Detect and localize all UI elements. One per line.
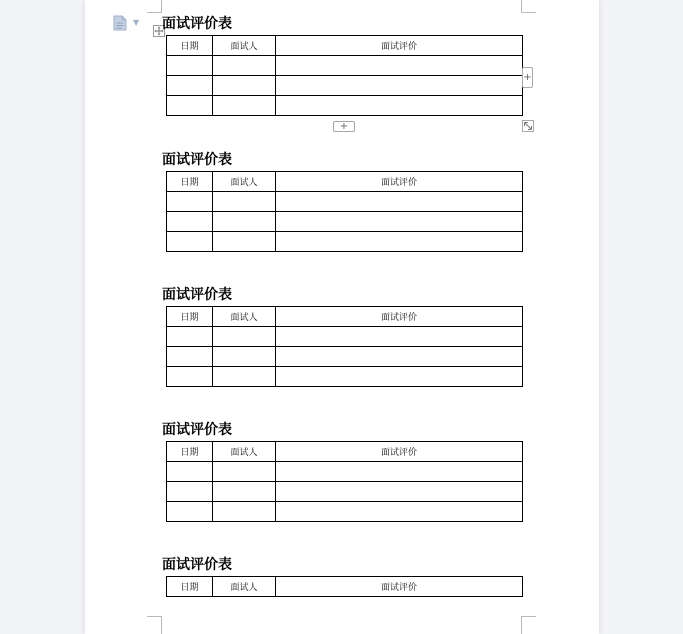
table-header-cell[interactable]: 面试人: [213, 307, 276, 327]
table-cell[interactable]: [276, 232, 523, 252]
table-row: [167, 482, 523, 502]
table-cell[interactable]: [213, 212, 276, 232]
table-row: [167, 76, 523, 96]
table-cell[interactable]: [276, 96, 523, 116]
table-cell[interactable]: [276, 192, 523, 212]
table-row: [167, 462, 523, 482]
page-corner-top-left: [147, 0, 162, 13]
table-cell[interactable]: [276, 76, 523, 96]
add-row-button[interactable]: +: [333, 121, 355, 132]
evaluation-section: [162, 151, 522, 252]
table-header-cell[interactable]: 面试人: [213, 172, 276, 192]
table-header-cell[interactable]: 面试评价: [276, 36, 523, 56]
table-cell[interactable]: [213, 327, 276, 347]
document-page[interactable]: [85, 0, 599, 634]
table-cell[interactable]: [167, 192, 213, 212]
evaluation-table[interactable]: [166, 35, 523, 116]
page-corner-top-right: [521, 0, 536, 13]
table-cell[interactable]: [276, 482, 523, 502]
table-cell[interactable]: [167, 56, 213, 76]
table-cell[interactable]: [213, 232, 276, 252]
table-header-cell[interactable]: 面试评价: [276, 307, 523, 327]
table-header-cell[interactable]: 面试评价: [276, 172, 523, 192]
table-row: [167, 327, 523, 347]
table-header-row: [167, 442, 523, 462]
table-cell[interactable]: [167, 482, 213, 502]
table-header-cell[interactable]: 面试人: [213, 442, 276, 462]
table-cell[interactable]: [213, 56, 276, 76]
table-header-row: [167, 307, 523, 327]
chevron-down-icon[interactable]: ▼: [133, 18, 140, 27]
table-row: [167, 192, 523, 212]
table-row: [167, 232, 523, 252]
page-corner-bottom-left: [147, 616, 162, 634]
section-title: 面试评价表: [162, 557, 232, 573]
table-header-cell[interactable]: 日期: [167, 307, 213, 327]
table-header-cell[interactable]: 日期: [167, 172, 213, 192]
evaluation-section: [162, 556, 522, 597]
table-cell[interactable]: [213, 96, 276, 116]
table-cell[interactable]: [276, 502, 523, 522]
table-header-row: [167, 36, 523, 56]
evaluation-table[interactable]: [166, 576, 523, 597]
table-cell[interactable]: [167, 347, 213, 367]
table-cell[interactable]: [213, 76, 276, 96]
table-row: [167, 212, 523, 232]
resize-icon[interactable]: [522, 120, 534, 132]
evaluation-section: [162, 15, 522, 116]
page-corner-bottom-right: [521, 616, 536, 634]
table-cell[interactable]: [276, 347, 523, 367]
table-cell[interactable]: [276, 462, 523, 482]
table-cell[interactable]: [276, 56, 523, 76]
section-title: 面试评价表: [162, 16, 232, 32]
table-cell[interactable]: [167, 212, 213, 232]
section-title: 面试评价表: [162, 422, 232, 438]
table-cell[interactable]: [167, 462, 213, 482]
table-cell[interactable]: [167, 367, 213, 387]
table-cell[interactable]: [167, 232, 213, 252]
table-row: [167, 96, 523, 116]
table-cell[interactable]: [167, 502, 213, 522]
table-row: [167, 502, 523, 522]
table-cell[interactable]: [276, 212, 523, 232]
add-column-button[interactable]: +: [522, 67, 533, 88]
table-cell[interactable]: [213, 502, 276, 522]
table-row: [167, 56, 523, 76]
table-cell[interactable]: [213, 367, 276, 387]
evaluation-section: [162, 421, 522, 522]
table-cell[interactable]: [167, 76, 213, 96]
table-header-cell[interactable]: 日期: [167, 577, 213, 597]
table-cell[interactable]: [167, 96, 213, 116]
section-title: 面试评价表: [162, 287, 232, 303]
table-cell[interactable]: [276, 327, 523, 347]
table-header-row: [167, 577, 523, 597]
table-header-row: [167, 172, 523, 192]
table-cell[interactable]: [276, 367, 523, 387]
document-icon[interactable]: [113, 15, 127, 31]
table-row: [167, 347, 523, 367]
table-row: [167, 367, 523, 387]
evaluation-table[interactable]: [166, 171, 523, 252]
evaluation-section: [162, 286, 522, 387]
evaluation-table[interactable]: [166, 306, 523, 387]
table-cell[interactable]: [213, 192, 276, 212]
table-cell[interactable]: [213, 462, 276, 482]
table-cell[interactable]: [213, 347, 276, 367]
section-title: 面试评价表: [162, 152, 232, 168]
table-header-cell[interactable]: 面试人: [213, 36, 276, 56]
table-header-cell[interactable]: 日期: [167, 442, 213, 462]
evaluation-table[interactable]: [166, 441, 523, 522]
table-header-cell[interactable]: 面试评价: [276, 577, 523, 597]
table-cell[interactable]: [167, 327, 213, 347]
table-header-cell[interactable]: 面试评价: [276, 442, 523, 462]
table-header-cell[interactable]: 面试人: [213, 577, 276, 597]
table-cell[interactable]: [213, 482, 276, 502]
table-header-cell[interactable]: 日期: [167, 36, 213, 56]
